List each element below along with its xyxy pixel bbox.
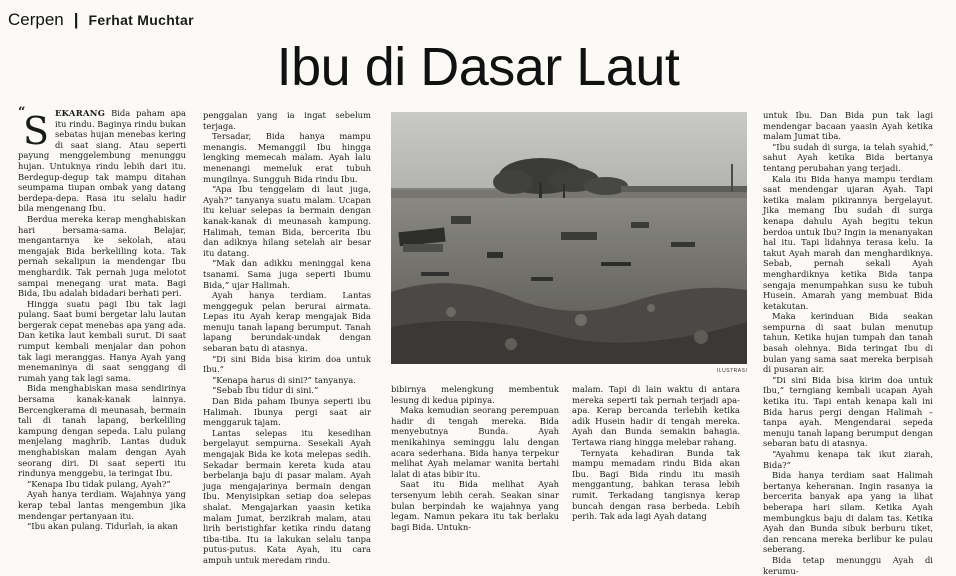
- header-separator: |: [73, 10, 79, 29]
- paragraph: Maka kemudian seorang perempuan hadir di tengah mereka. Bida menyebutnya Bunda. Ayah menikahinya seminggu lalu dengan acara sederhana. Bida hanya terpekur melihat Ayah melamar wanita bertahi lalat di atas bibir itu.: [391, 405, 559, 479]
- photo-illustration: [391, 112, 747, 364]
- text-column-1: [18, 105, 187, 532]
- paragraph: “Kenapa harus di sini?” tanyanya.: [212, 374, 356, 385]
- drop-cap: [18, 105, 50, 153]
- paragraph: Bida tetap menunggu Ayah di kerumu-: [763, 554, 933, 576]
- paragraph: “Mak dan adikku meninggal kena tsanami. Sama juga seperti Ibumu Bida,” ujar Halimah.: [203, 258, 371, 290]
- text-column-5: [763, 110, 933, 576]
- paragraph: Hingga suatu pagi Ibu tak lagi pulang. Saat bumi bergetar lalu lautan bergerak cepat menebas apa yang ada. Dan ketika laut kembali surut. Di saat rumput kembali menjalar dan pohon tak lagi meranggas. Hanya Ayah yang menemaninya di saat senggang di rumah yang tak lagi sama.: [18, 298, 186, 383]
- drop-cap-quote: “: [18, 105, 26, 120]
- paragraph: Bida hanya terdiam saat Halimah bertanya keheranan. Ingin rasanya ia bercerita banyak apa yang ia lihat beberapa hari silam. Ketika Ayah membungkus baju di dalam tas. Ketika Ayah dan Bunda sibuk berburu tiket, dan rencana mereka berlibur ke pulau seberang.: [763, 470, 933, 555]
- paragraph: “Di sini Bida bisa kirim doa untuk Ibu,” terngiang kembali ucapan Ayah ketika itu. Tapi entah kenapa kali ini Bida harus pergi dengan Halimah – tanpa ayah. Mengendarai sepeda menuju tanah lapang berumput dengan sebaran batu di atasnya.: [763, 374, 933, 449]
- paragraph: “Ayahmu kenapa tak ikut ziarah, Bida?”: [763, 449, 933, 470]
- paragraph: Saat itu Bida melihat Ayah tersenyum lebih cerah. Seakan sinar bulan berpindah ke wajahnya yang legam. Namun pekara itu tak berlaku bagi Bida. Untukn-: [391, 479, 559, 532]
- paragraph: Maka kerinduan Bida seakan sempurna di saat bulan menutup tahun. Ketika hujan tumpah dan tanah basah olehnya. Bida teringat Ibu di bulan yang sama saat mereka berpisah di pusaran air.: [763, 311, 933, 375]
- paragraph: penggalan yang ia ingat sebelum terjaga.: [203, 110, 371, 131]
- paragraph: Kala itu Bida hanya mampu terdiam saat mendengar ujaran Ayah. Tapi ketika malam pikirannya bergelayut. Jika memang Ibu sudah di surga kenapa dahulu Ayah begitu tekun berdoa untuk Ibu? Ingin ia menanyakan hal itu. Tapi lidahnya terasa kelu. Ia takut Ayah marah dan menghardiknya. Sebab, pernah sekali Ayah menghardiknya ketika Bida tanpa sengaja menumpahkan susu ke tubuh Husein. Amarah yang membuat Bida ketakutan.: [763, 173, 933, 311]
- paragraph: [18, 105, 187, 214]
- text-column-3: [391, 384, 559, 532]
- paragraph: Tersadar, Bida hanya mampu menangis. Memanggil Ibu hingga lengking memecah malam. Ayah lalu menenangi memeluk erat tubuh mungilnya. Sungguh Bida rindu Ibu.: [203, 131, 371, 184]
- paragraph: untuk Ibu. Dan Bida pun tak lagi mendengar bacaan yaasin Ayah ketika malam Jumat tiba.: [763, 110, 933, 142]
- text-column-4: [572, 384, 740, 522]
- author-name: Ferhat Muchtar: [88, 12, 194, 28]
- drop-cap-letter: S: [23, 109, 50, 153]
- tsunami-aftermath-photo: [391, 112, 747, 364]
- text-column-2: [203, 110, 371, 565]
- page-header: [8, 9, 194, 31]
- rubric-label: Cerpen: [8, 10, 64, 29]
- paragraph: “Ibu sudah di surga, ia telah syahid,” sahut Ayah ketika Bida bertanya tentang perubahan yang terjadi.: [763, 141, 933, 173]
- paragraph: Berdua mereka kerap menghabiskan hari bersama-sama. Belajar, mengantarnya ke sekolah, atau mengajak Bida berkeliling kota. Tak pernah sekalipun ia mendengar Ibu menghardik. Tak pernah juga melotot sampai menegang urat mata. Bagi Bida, Ibu adalah bidadari berhati peri.: [18, 213, 186, 299]
- photo-caption: ILUSTRASI: [717, 368, 748, 374]
- paragraph: “Di sini Bida bisa kirim doa untuk Ibu.”: [203, 353, 371, 375]
- paragraph: Ayah hanya terdiam. Wajahnya yang kerap tebal lantas mengembun jika mendengar pertanyaan itu.: [18, 489, 186, 521]
- paragraph: Dan Bida paham Ibunya seperti ibu Halimah. Ibunya pergi saat air menggaruk tajam.: [203, 396, 371, 428]
- paragraph: Bida menghabiskan masa sendirinya bersama kanak-kanak lainnya. Bercengkerama di meunasah, bermain tali di tanah lapang, berkeliling kampung dengan sepeda. Lalu pulang menjelang maghrib. Lantas duduk menghabiskan malam dengan Ayah seorang diri. Di saat seperti itu rindunya menggebu, ia teringat Ibu.: [18, 383, 186, 479]
- story-title: Ibu di Dasar Laut: [276, 37, 680, 97]
- paragraph: Lantas selepas itu kesedihan bergelayut sempurna. Sesekali Ayah mengajak Bida ke kota melepas sedih. Sekadar bermain kereta kuda atau berbelanja baju di pasar malam. Ayah juga mengajarinya bermain dengan Ibu. Menyisipkan setiap doa selepas shalat. Mengajarkan yaasin ketika malam Jumat, berzikrah malam, atau lirih beristighfar ketika rindu datang tiba-tiba. Itu ia lakukan selalu tanpa putus-putus. Kata Ayah, itu cara ampuh untuk meredam rindu.: [203, 427, 371, 565]
- paragraph: malam. Tapi di lain waktu di antara mereka seperti tak pernah terjadi apa-apa. Kerap bercanda terlebih ketika adik Husein hadir di tengah mereka. Ayah dan Bunda semakin bahagia. Tertawa riang hingga melebar rahang.: [572, 384, 740, 447]
- paragraph-text: Bida paham apa itu rindu. Baginya rindu bukan sebatas hujan menebas kering di saat siang. Atau seperti payung menggelembung menunggu hujan. Untuknya rindu lebih dari itu. Berdegup-degup tak mampu ditahan seumpama tiupan ombak yang datang berdepa-depa. Rasa itu selalu hadir bila mengenang Ibu.: [18, 108, 187, 214]
- paragraph: Ayah hanya terdiam. Lantas menggeguk pelan berurai airmata. Lepas itu Ayah kerap mengajak Bida menuju tanah lapang berumput. Tanah lapang berundak-undak dengan sebaran batu di atasnya.: [203, 290, 371, 354]
- paragraph: “Ibu akan pulang. Tidurlah, ia akan: [27, 521, 178, 532]
- paragraph: “Sebab Ibu tidur di sini.”: [212, 385, 319, 396]
- paragraph: “Kenapa Ibu tidak pulang, Ayah?”: [27, 478, 171, 489]
- paragraph: “Apa Ibu tenggelam di laut juga, Ayah?” tanyanya suatu malam. Ucapan itu keluar selepas ia bermain dengan kanak-kanak di meunasah kampung. Halimah, teman Bida, bercerita Ibu dan adiknya hilang setelah air besar itu datang.: [203, 184, 371, 258]
- lead-word: EKARANG: [55, 108, 106, 118]
- paragraph: bibirnya melengkung membentuk lesung di kedua pipinya.: [391, 384, 559, 405]
- paragraph: Ternyata kehadiran Bunda tak mampu memadam rindu Bida akan Ibu. Bagi Bida rindu itu masih menggantung, bahkan terasa lebih rumit. Terkadang tangisnya kerap buncah dengan rasa berbeda. Lebih perih. Tak ada lagi Ayah datang: [572, 447, 740, 522]
